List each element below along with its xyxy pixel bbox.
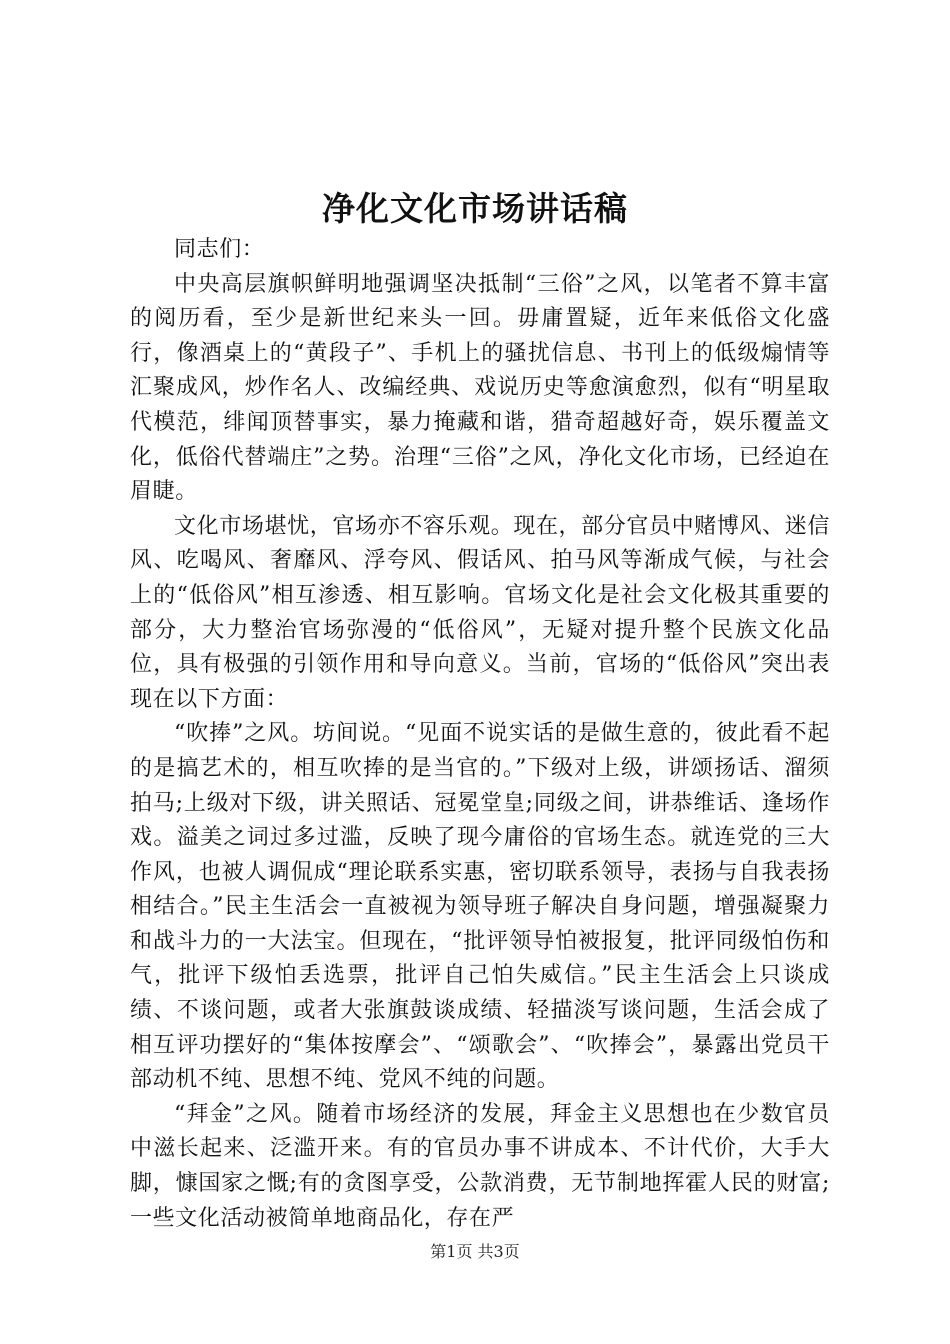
page-number-footer: 第1页 共3页 [430,1242,520,1261]
paragraph-1: 中央高层旗帜鲜明地强调坚决抵制“三俗”之风，以笔者不算丰富的阅历看，至少是新世纪来头一回。毋庸置疑，近年来低俗文化盛行，像酒桌上的“黄段子”、手机上的骚扰信息、书刊上的低级煽情等汇聚成风，炒作名人、改编经典、戏说历史等愈演愈烈，似有“明星取代模范，绯闻顶替事实，暴力掩藏和谐，猎奇超越好奇，娱乐覆盖文化，低俗代替端庄”之势。治理“三俗”之风，净化文化市场，已经迫在眉睫。 [130,271,830,505]
paragraph-3: “吹捧”之风。坊间说。“见面不说实话的是做生意的，彼此看不起的是搞艺术的，相互吹捧的是当官的。”下级对上级，讲颂扬话、溜须拍马;上级对下级，讲关照话、冠冕堂皇;同级之间，讲恭维话、逢场作戏。溢美之词过多过滥，反映了现今庸俗的官场生态。就连党的三大作风，也被人调侃成“理论联系实惠，密切联系领导，表扬与自我表扬相结合。”民主生活会一直被视为领导班子解决自身问题，增强凝聚力和战斗力的一大法宝。但现在，“批评领导怕被报复，批评同级怕伤和气，批评下级怕丢选票，批评自己怕失威信。”民主生活会上只谈成绩、不谈问题，或者大张旗鼓谈成绩、轻描淡写谈问题，生活会成了相互评功摆好的“集体按摩会”、“颂歌会”、“吹捧会”，暴露出党员干部动机不纯、思想不纯、党风不纯的问题。 [130,721,830,1093]
paragraph-2: 文化市场堪忧，官场亦不容乐观。现在，部分官员中赌博风、迷信风、吃喝风、奢靡风、浮夸风、假话风、拍马风等渐成气候，与社会上的“低俗风”相互渗透、相互影响。官场文化是社会文化极其重要的部分，大力整治官场弥漫的“低俗风”，无疑对提升整个民族文化品位，具有极强的引领作用和导向意义。当前，官场的“低俗风”突出表现在以下方面： [130,513,830,712]
document-title: 净化文化市场讲话稿 [322,189,628,228]
salutation: 同志们： [174,237,265,262]
document-body [130,233,830,1236]
paragraph-4: “拜金”之风。随着市场经济的发展，拜金主义思想也在少数官员中滋长起来、泛滥开来。有的官员办事不讲成本、不计代价，大手大脚，慷国家之慨;有的贪图享受，公款消费，无节制地挥霍人民的财富;一些文化活动被简单地商品化，存在严 [130,1101,830,1231]
